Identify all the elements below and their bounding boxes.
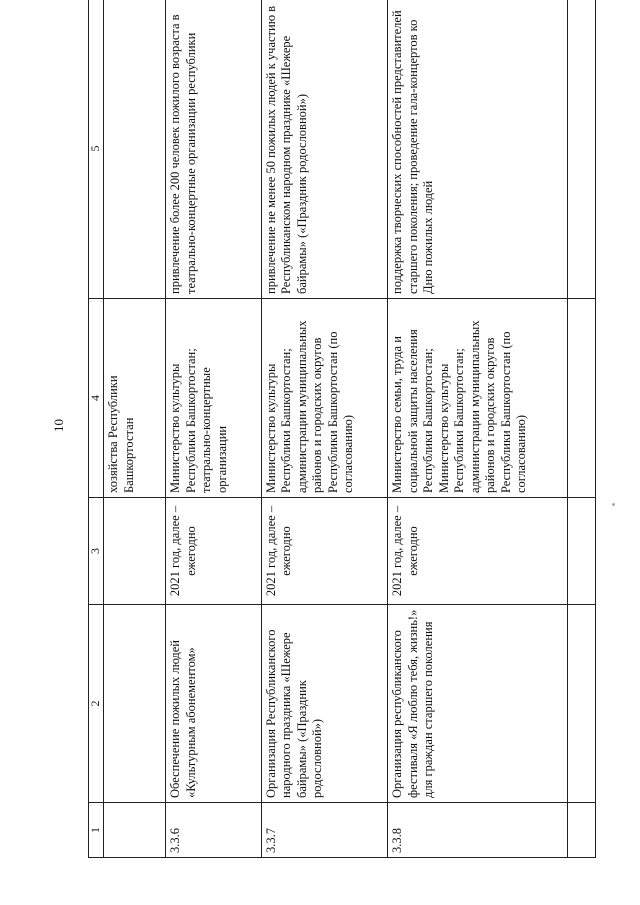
table-row [261, 0, 387, 858]
cell-period: 2021 год, далее – ежегодно [166, 498, 262, 605]
cell-executor: хозяйства Республики Башкортостан [104, 299, 166, 498]
cell-executor: Министерство семьи, труда и социальной защиты населения Республики Башкортостан; Министерство культуры Республики Башкортостан; администрации муниципальных районов и городских округов Республики Башкортостан (по согласованию) [388, 299, 568, 498]
cell-event: Организация республиканского фестиваля «Я люблю тебя, жизнь!» для граждан старшего поколения [388, 605, 568, 803]
cell-executor: Министерство культуры Республики Башкортостан; театрально-концертные организации [166, 299, 262, 498]
cell-num: 3.3.6 [166, 803, 262, 858]
table-row [104, 0, 166, 858]
cell-num [568, 803, 596, 858]
rotated-table-container [88, 5, 596, 858]
table-row [166, 0, 262, 858]
cell-period: 2021 год, далее – ежегодно [261, 498, 387, 605]
cell-result [104, 0, 166, 299]
cell-num [104, 803, 166, 858]
cell-period [104, 498, 166, 605]
cell-event: Организация Республиканского народного праздника «Шежере байрамы» («Праздник родословной») [261, 605, 387, 803]
cell-result: привлечение более 200 человек пожилого возраста в театрально-концертные организации республики [166, 0, 262, 299]
cell-executor: Министерство культуры Республики Башкортостан; администрации муниципальных районов и городских округов Республики Башкортостан (по согласованию) [261, 299, 387, 498]
cell-event [104, 605, 166, 803]
cell-result [568, 0, 596, 299]
table-row [388, 0, 568, 858]
page-number: 10 [51, 419, 66, 432]
table-header-row [89, 0, 104, 858]
plan-table [88, 0, 596, 858]
cell-num: 3.3.8 [388, 803, 568, 858]
cell-event [568, 605, 596, 803]
cell-result: привлечение не менее 50 пожилых людей к участию в Республиканском народном празднике «Шежере байрамы» («Праздник родословной») [261, 0, 387, 299]
cell-result: поддержка творческих способностей представителей старшего поколения; проведение гала-концертов ко Дню пожилых людей [388, 0, 568, 299]
table-row [568, 0, 596, 858]
header-col-1: 1 [89, 803, 104, 858]
cell-period [568, 498, 596, 605]
cell-num: 3.3.7 [261, 803, 387, 858]
cell-event: Обеспечение пожилых людей «Культурным абонементом» [166, 605, 262, 803]
header-col-3: 3 [89, 498, 104, 605]
header-col-4: 4 [89, 299, 104, 498]
cell-executor [568, 299, 596, 498]
header-col-2: 2 [89, 605, 104, 803]
scan-artifact [612, 503, 615, 506]
cell-period: 2021 год, далее – ежегодно [388, 498, 568, 605]
header-col-5: 5 [89, 0, 104, 299]
